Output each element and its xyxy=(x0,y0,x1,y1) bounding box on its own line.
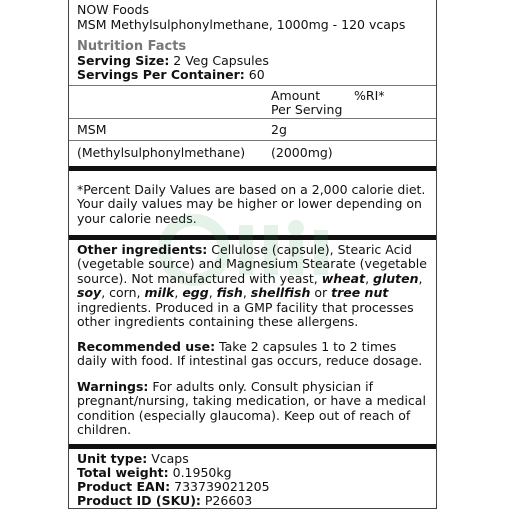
brand-name: NOW Foods xyxy=(77,2,150,17)
divider xyxy=(69,140,436,141)
ingredient-name: (Methylsulphonylmethane) xyxy=(77,145,246,160)
servings-per-container: Servings Per Container: 60 xyxy=(77,67,265,82)
amount-header-line2: Per Serving xyxy=(271,102,343,117)
ri-header: %RI* xyxy=(354,88,385,103)
supplement-label xyxy=(68,0,437,509)
warnings: Warnings: For adults only. Consult physician if pregnant/nursing, taking medication, or have a medical condition (especially glaucoma). Keep out of reach of children. xyxy=(77,379,426,438)
ingredient-amount: (2000mg) xyxy=(271,145,333,160)
divider xyxy=(69,118,436,119)
unit-type: Unit type: Vcaps xyxy=(77,451,189,466)
amount-header-line1: Amount xyxy=(271,88,321,103)
recommended-use: Recommended use: Take 2 capsules 1 to 2 times daily with food. If intestinal gas occurs, reduce dosage. xyxy=(77,339,423,369)
other-ingredients: Other ingredients: Cellulose (capsule), Stearic Acid (vegetable source) and Magnesium Stearate (vegetable source). Not manufactured with yeast, wheat, gluten, soy, corn, milk, egg, fish, shellfish or tree nut ingredients. Produced in a GMP facility that processes other ingredients containing these allergens. xyxy=(77,242,427,330)
ingredient-amount: 2g xyxy=(271,122,287,137)
nutrition-heading: Nutrition Facts xyxy=(77,39,187,54)
ingredient-name: MSM xyxy=(77,122,107,137)
product-sku: Product ID (SKU): P26603 xyxy=(77,493,253,508)
total-weight: Total weight: 0.1950kg xyxy=(77,465,232,480)
divider xyxy=(69,85,436,86)
serving-size: Serving Size: 2 Veg Capsules xyxy=(77,53,269,68)
product-ean: Product EAN: 733739021205 xyxy=(77,479,270,494)
footnote: *Percent Daily Values are based on a 2,000 calorie diet. Your daily values may be higher or lower depending on your calorie needs. xyxy=(77,182,426,226)
thick-divider xyxy=(69,444,436,449)
product-title: MSM Methylsulphonylmethane, 1000mg - 120 vcaps xyxy=(77,17,406,32)
thick-divider xyxy=(69,166,436,171)
